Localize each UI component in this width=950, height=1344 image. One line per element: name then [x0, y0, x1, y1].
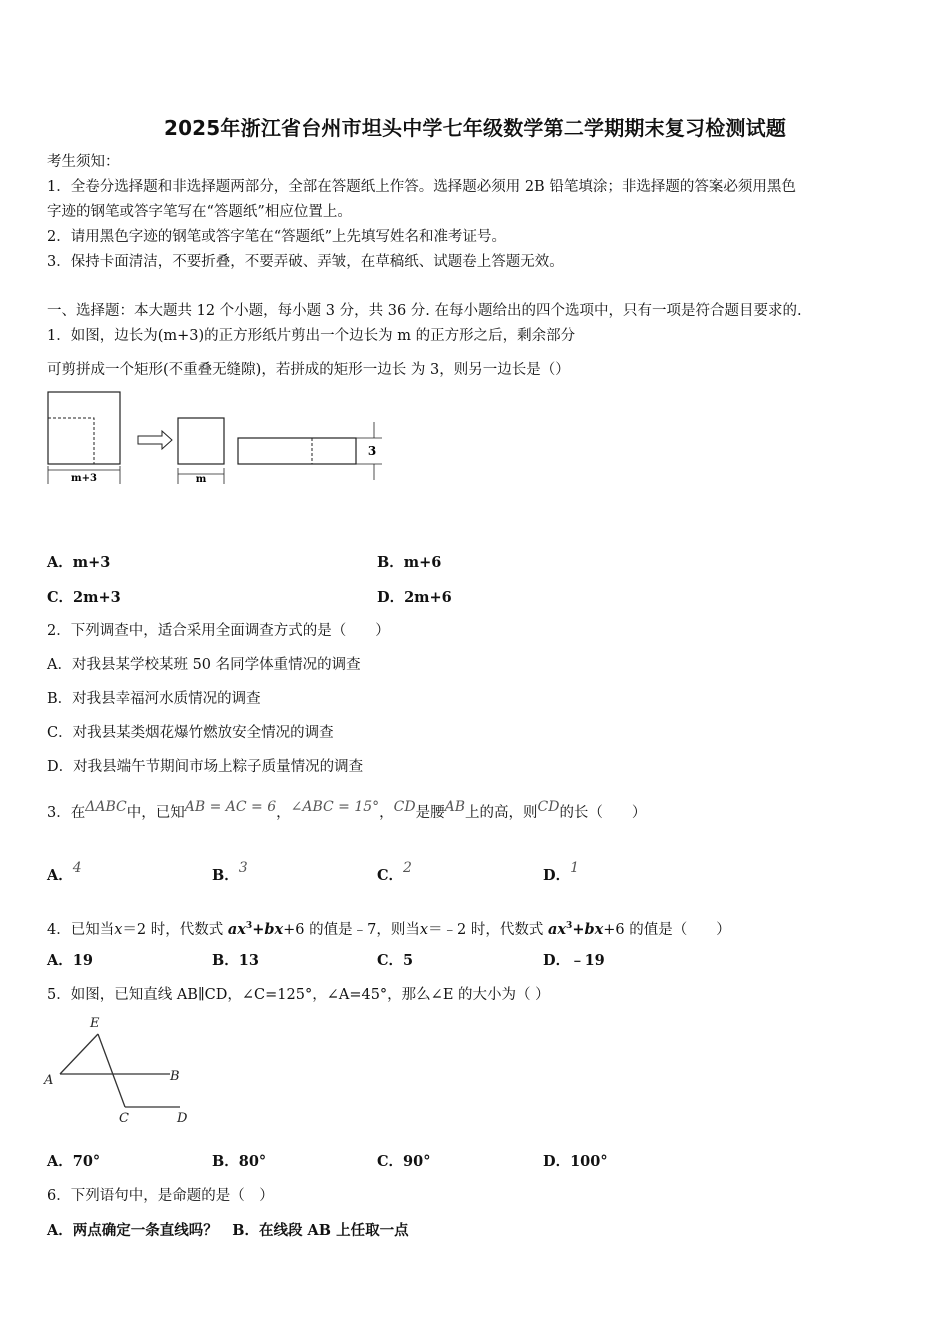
q4-var-x: x: [114, 921, 123, 938]
q6-stem: 6．下列语句中，是命题的是（ ）: [47, 1188, 274, 1204]
q5-label-e: E: [90, 1016, 100, 1031]
q4-var-x-2: x: [419, 921, 429, 938]
q3-option-b-value: 3: [238, 860, 248, 876]
notice-line-3: 3．保持卡面清洁，不要折叠，不要弄破、弄皱，在草稿纸、试题卷上答题无效。: [47, 254, 564, 270]
q3-text-4: ，: [379, 805, 394, 821]
q3-option-d[interactable]: [543, 860, 579, 886]
q1-option-b[interactable]: B．m+6: [377, 554, 442, 571]
q2-option-d[interactable]: D．对我县端午节期间市场上粽子质量情况的调查: [47, 759, 364, 775]
page-title: 2025年浙江省台州市坦头中学七年级数学第二学期期末复习检测试题: [163, 116, 787, 140]
q2-option-b[interactable]: B．对我县幸福河水质情况的调查: [47, 691, 261, 707]
q3-option-a[interactable]: [47, 860, 82, 886]
q3-text-7: 的长（ ）: [559, 805, 647, 821]
q4-plus: +: [252, 920, 265, 938]
q4-exponent-2: 3: [566, 921, 573, 931]
q4-stem: [47, 916, 731, 940]
q2-option-a[interactable]: A．对我县某学校某班 50 名同学体重情况的调查: [47, 657, 361, 673]
q5-figure: [40, 1012, 200, 1127]
q3-math-triangle: ΔABC: [85, 799, 127, 815]
q3-option-c-value: 2: [403, 860, 412, 876]
q3-option-d-label: D．: [543, 867, 571, 884]
q5-option-b[interactable]: B．80°: [212, 1153, 267, 1170]
q4-term-bx-2: bx: [584, 920, 604, 938]
q4-text-5: +6 的值是（ ）: [603, 921, 731, 938]
q5-label-a: A: [44, 1073, 54, 1088]
q1-option-d[interactable]: D．2m+6: [377, 589, 452, 606]
q5-label-b: B: [170, 1069, 180, 1084]
q3-option-c[interactable]: [377, 860, 412, 886]
q4-exponent: 3: [245, 921, 253, 931]
q3-text-2: 中，已知: [126, 805, 185, 821]
q3-text-6: 上的高，则: [465, 805, 538, 821]
q5-option-a[interactable]: A．70°: [47, 1153, 101, 1170]
q4-option-d[interactable]: D．﹣19: [543, 952, 605, 969]
q3-option-a-value: 4: [72, 860, 82, 876]
q1-figure: [44, 388, 389, 488]
q3-math-cd: CD: [393, 799, 416, 815]
q3-option-d-value: 1: [570, 860, 579, 876]
q3-text-1: 3．在: [47, 805, 86, 821]
q4-option-b[interactable]: B．13: [212, 952, 259, 969]
arrow-icon: [138, 431, 172, 449]
q3-text-3: ，: [276, 805, 291, 821]
q3-option-b[interactable]: [212, 860, 248, 886]
q3-option-a-label: A．: [47, 867, 73, 884]
q4-term-bx: bx: [264, 920, 284, 938]
notice-line-1b: 字迹的钢笔或答字笔写在“答题纸”相应位置上。: [47, 204, 352, 220]
q5-option-c[interactable]: C．90°: [377, 1153, 431, 1170]
q4-text-1: 4．已知当: [47, 921, 115, 938]
q4-term-ax-2: ax: [548, 920, 567, 938]
q1-stem-line-2: 可剪拼成一个矩形(不重叠无缝隙)，若拼成的矩形一边长 为 3，则另一边长是（）: [47, 362, 570, 378]
q4-text-4: ＝﹣2 时，代数式: [428, 921, 548, 938]
q4-term-ax: ax: [227, 920, 246, 938]
q4-option-a[interactable]: A．19: [47, 952, 93, 969]
q3-math-cd-2: CD: [537, 799, 560, 815]
q1-option-a[interactable]: A．m+3: [47, 554, 111, 571]
q1-stem-line-1: 1．如图，边长为(m+3)的正方形纸片剪出一个边长为 m 的正方形之后，剩余部分: [47, 328, 576, 344]
q1-label-m-plus-3: m+3: [71, 473, 97, 484]
notice-line-1: 1．全卷分选择题和非选择题两部分，全部在答题纸上作答。选择题必须用 2B 铅笔填涂；非选择题的答案必须用黑色: [47, 179, 796, 195]
q1-label-3: 3: [367, 444, 377, 458]
q3-math-ab: AB: [444, 799, 465, 815]
q3-stem: [47, 799, 647, 823]
q4-text-3: +6 的值是﹣7，则当: [283, 921, 420, 938]
q5-label-c: C: [119, 1111, 129, 1126]
q3-option-c-label: C．: [377, 867, 404, 884]
q5-label-d: D: [177, 1111, 188, 1126]
q4-text-2: ＝2 时，代数式: [122, 921, 228, 938]
q1-label-m: m: [195, 474, 207, 485]
q2-stem: 2．下列调查中，适合采用全面调查方式的是（ ）: [47, 623, 390, 639]
q4-plus-2: +: [572, 920, 585, 938]
notice-line-2: 2．请用黑色字迹的钢笔或答字笔在“答题纸”上先填写姓名和准考证号。: [47, 229, 507, 245]
q5-option-d[interactable]: D．100°: [543, 1153, 608, 1170]
q1-option-c[interactable]: C．2m+3: [47, 589, 121, 606]
q3-option-b-label: B．: [212, 867, 239, 884]
q2-option-c[interactable]: C．对我县某类烟花爆竹燃放安全情况的调查: [47, 725, 334, 741]
section-heading: 一、选择题：本大题共 12 个小题，每小题 3 分，共 36 分. 在每小题给出的四个选项中，只有一项是符合题目要求的.: [47, 303, 802, 319]
q3-math-angle: ∠ABC = 15°: [290, 799, 380, 815]
q5-stem: 5．如图，已知直线 AB∥CD，∠C=125°，∠A=45°，那么∠E 的大小为（ ）: [47, 987, 550, 1003]
q3-text-5: 是腰: [415, 805, 445, 821]
q6-options-a-b[interactable]: A．两点确定一条直线吗？ B．在线段 AB 上任取一点: [47, 1222, 409, 1239]
notice-heading: 考生须知：: [47, 154, 120, 170]
q3-math-sides: AB = AC = 6: [184, 799, 277, 815]
q4-option-c[interactable]: C．5: [377, 952, 414, 969]
